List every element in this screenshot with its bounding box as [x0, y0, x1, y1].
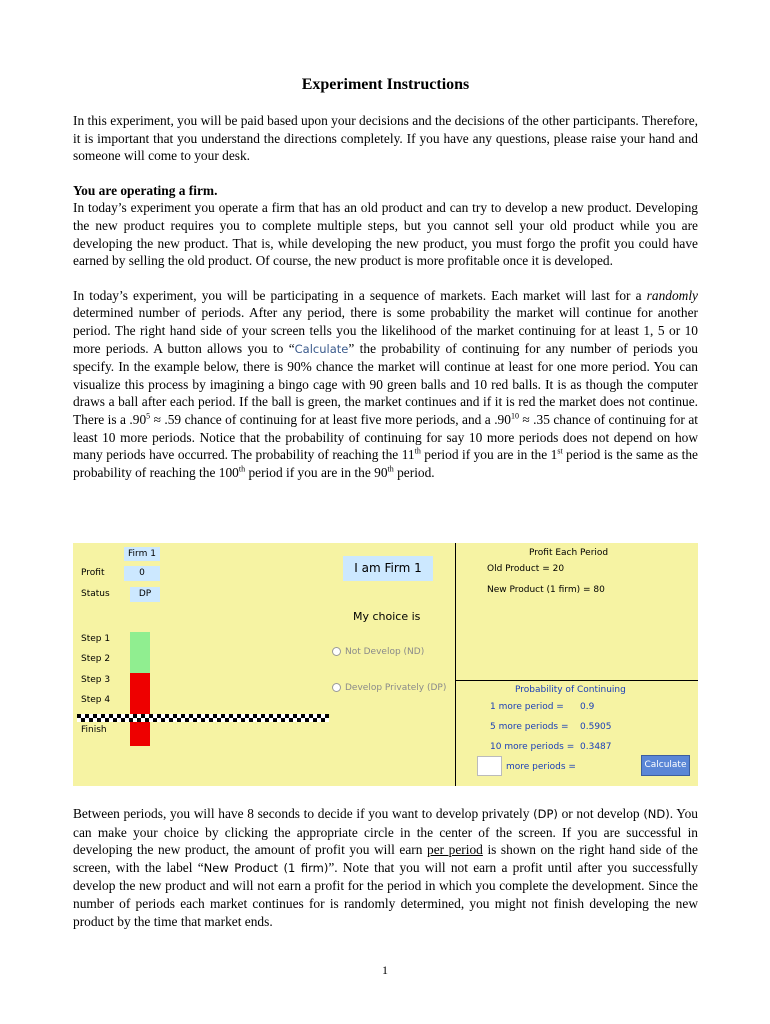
text-run: In today’s experiment, you will be participating in a sequence of markets. Each market will last for a [73, 287, 647, 303]
text-run: Between periods, you will have 8 seconds to decide if you want to develop privately [73, 806, 534, 821]
probability-header: Probability of Continuing [515, 685, 626, 695]
progress-bar-remaining [130, 673, 150, 746]
option-not-develop[interactable] [332, 647, 424, 657]
between-section [73, 805, 698, 947]
experiment-screen-figure [73, 543, 698, 786]
option-label: Not Develop (ND) [345, 647, 425, 657]
old-product-label: Old Product = 20 [487, 564, 565, 574]
text-run: ≈ .35 chance of continuing for at least 10 more periods. Notice that the probability of continuing for say 10 more periods does not depend on how many periods have occurred. The probability of reaching the 11 [73, 411, 698, 463]
exponent: 10 [510, 411, 519, 421]
text-run: determined number of periods. After any period, there is some probability the market will continue for another period. The right hand side of your screen tells you the likelihood of the market continuing for at least 1, 5 or 10 more periods. A button allows you to “ [73, 305, 698, 356]
calculate-button[interactable]: Calculate [641, 755, 690, 776]
progress-bar-completed [130, 632, 150, 673]
status-label: Status [81, 589, 110, 599]
text-run: . You can make your choice by clicking the appropriate circle in the center of the screen. If you are successful in developing the new product, the amount of profit you will earn [73, 806, 699, 858]
option-develop-privately[interactable] [332, 683, 446, 693]
new-product-label: New Product (1 firm) = 80 [487, 585, 605, 595]
text-run: period if you are in the 90 [245, 464, 388, 480]
profit-header: Profit Each Period [529, 548, 609, 558]
status-value: DP [130, 587, 160, 602]
step-label: Step 4 [81, 695, 111, 705]
option-label: Develop Privately (DP) [345, 683, 447, 693]
prob-label: 5 more periods = [490, 722, 569, 732]
text-run: period is the same as the probability of reaching the 100 [73, 447, 698, 480]
exponent: 5 [146, 411, 151, 421]
text-run: period. [393, 464, 435, 480]
firm-text: In today’s experiment you operate a firm that has an old product and can try to develop a new product. Developing the new product requires you to complete multiple steps, but you cannot sell your old product while you are developing the new product. That is, while developing the new product, you must forgo the profit you could have earned by selling the old product. Of course, the new product is more profitable once it is developed. [73, 200, 698, 269]
page-number: 1 [382, 963, 388, 977]
new-product-term: New Product (1 firm) [203, 860, 329, 875]
finish-line [77, 714, 329, 722]
radio-icon[interactable] [332, 683, 341, 692]
prob-value: 0.9 [580, 702, 595, 712]
ordinal: st [557, 446, 563, 456]
finish-label: Finish [81, 725, 107, 735]
prob-label: 1 more period = [490, 702, 564, 712]
firm-banner: I am Firm 1 [343, 556, 433, 581]
between-paragraph [73, 805, 698, 930]
firm-label: Firm 1 [124, 547, 160, 561]
text-run: ” the probability of continuing for any number of periods you specify. In the example below, there is 90% chance the market will continue at least for one more period. You can visualize this process by imagining a bingo cage with 90 green balls and 10 red balls. It is as though the computer draws a ball after each period. If the ball is green, the market continues and if it is red the market does not continue. There is a .90 [73, 340, 698, 427]
firm-heading: You are operating a firm. [73, 182, 218, 198]
document-body [73, 76, 698, 498]
profit-label: Profit [81, 568, 105, 578]
periods-input[interactable] [477, 756, 502, 776]
ordinal: th [387, 464, 394, 474]
text-run: period if you are in the 1 [420, 447, 558, 463]
intro-paragraph: In this experiment, you will be paid based upon your decisions and the decisions of the other participants. Therefore, it is important that you understand the directions completely. If you have any questions, please raise your hand and someone will come to your desk. [73, 113, 698, 164]
radio-icon[interactable] [332, 647, 341, 656]
choice-label: My choice is [353, 610, 421, 623]
text-run: ”. Note that you will not earn a profit until after you successfully develop the new product and will not earn a profit for the period in which you complete the development. Since the number of periods each market continues for is randomly determined, you might not finish developing the new product by the time that market ends. [73, 859, 699, 929]
vertical-divider [455, 543, 456, 786]
prob-value: 0.5905 [580, 722, 612, 732]
horizontal-divider [455, 680, 698, 681]
custom-periods-label: more periods = [506, 762, 576, 772]
nd-term: (ND) [643, 807, 670, 821]
prob-value: 0.3487 [580, 742, 612, 752]
text-run: or not develop [557, 806, 644, 821]
markets-paragraph [73, 287, 698, 482]
underlined-per-period: per period [427, 842, 483, 858]
profit-value: 0 [124, 566, 160, 581]
step-label: Step 1 [81, 634, 111, 644]
step-label: Step 2 [81, 654, 111, 664]
emphasis-randomly: randomly [646, 287, 698, 303]
step-label: Step 3 [81, 675, 111, 685]
prob-label: 10 more periods = [490, 742, 575, 752]
text-run: is shown on the right hand side of the screen, with the label “ [73, 842, 698, 875]
text-run: ≈ .59 chance of continuing for at least five more periods, and a .90 [150, 411, 511, 427]
calculate-term: Calculate [294, 341, 349, 356]
ordinal: th [414, 446, 421, 456]
ordinal: th [238, 464, 246, 474]
firm-paragraph [73, 182, 698, 270]
dp-term: (DP) [533, 807, 558, 821]
page-title: Experiment Instructions [301, 76, 470, 93]
